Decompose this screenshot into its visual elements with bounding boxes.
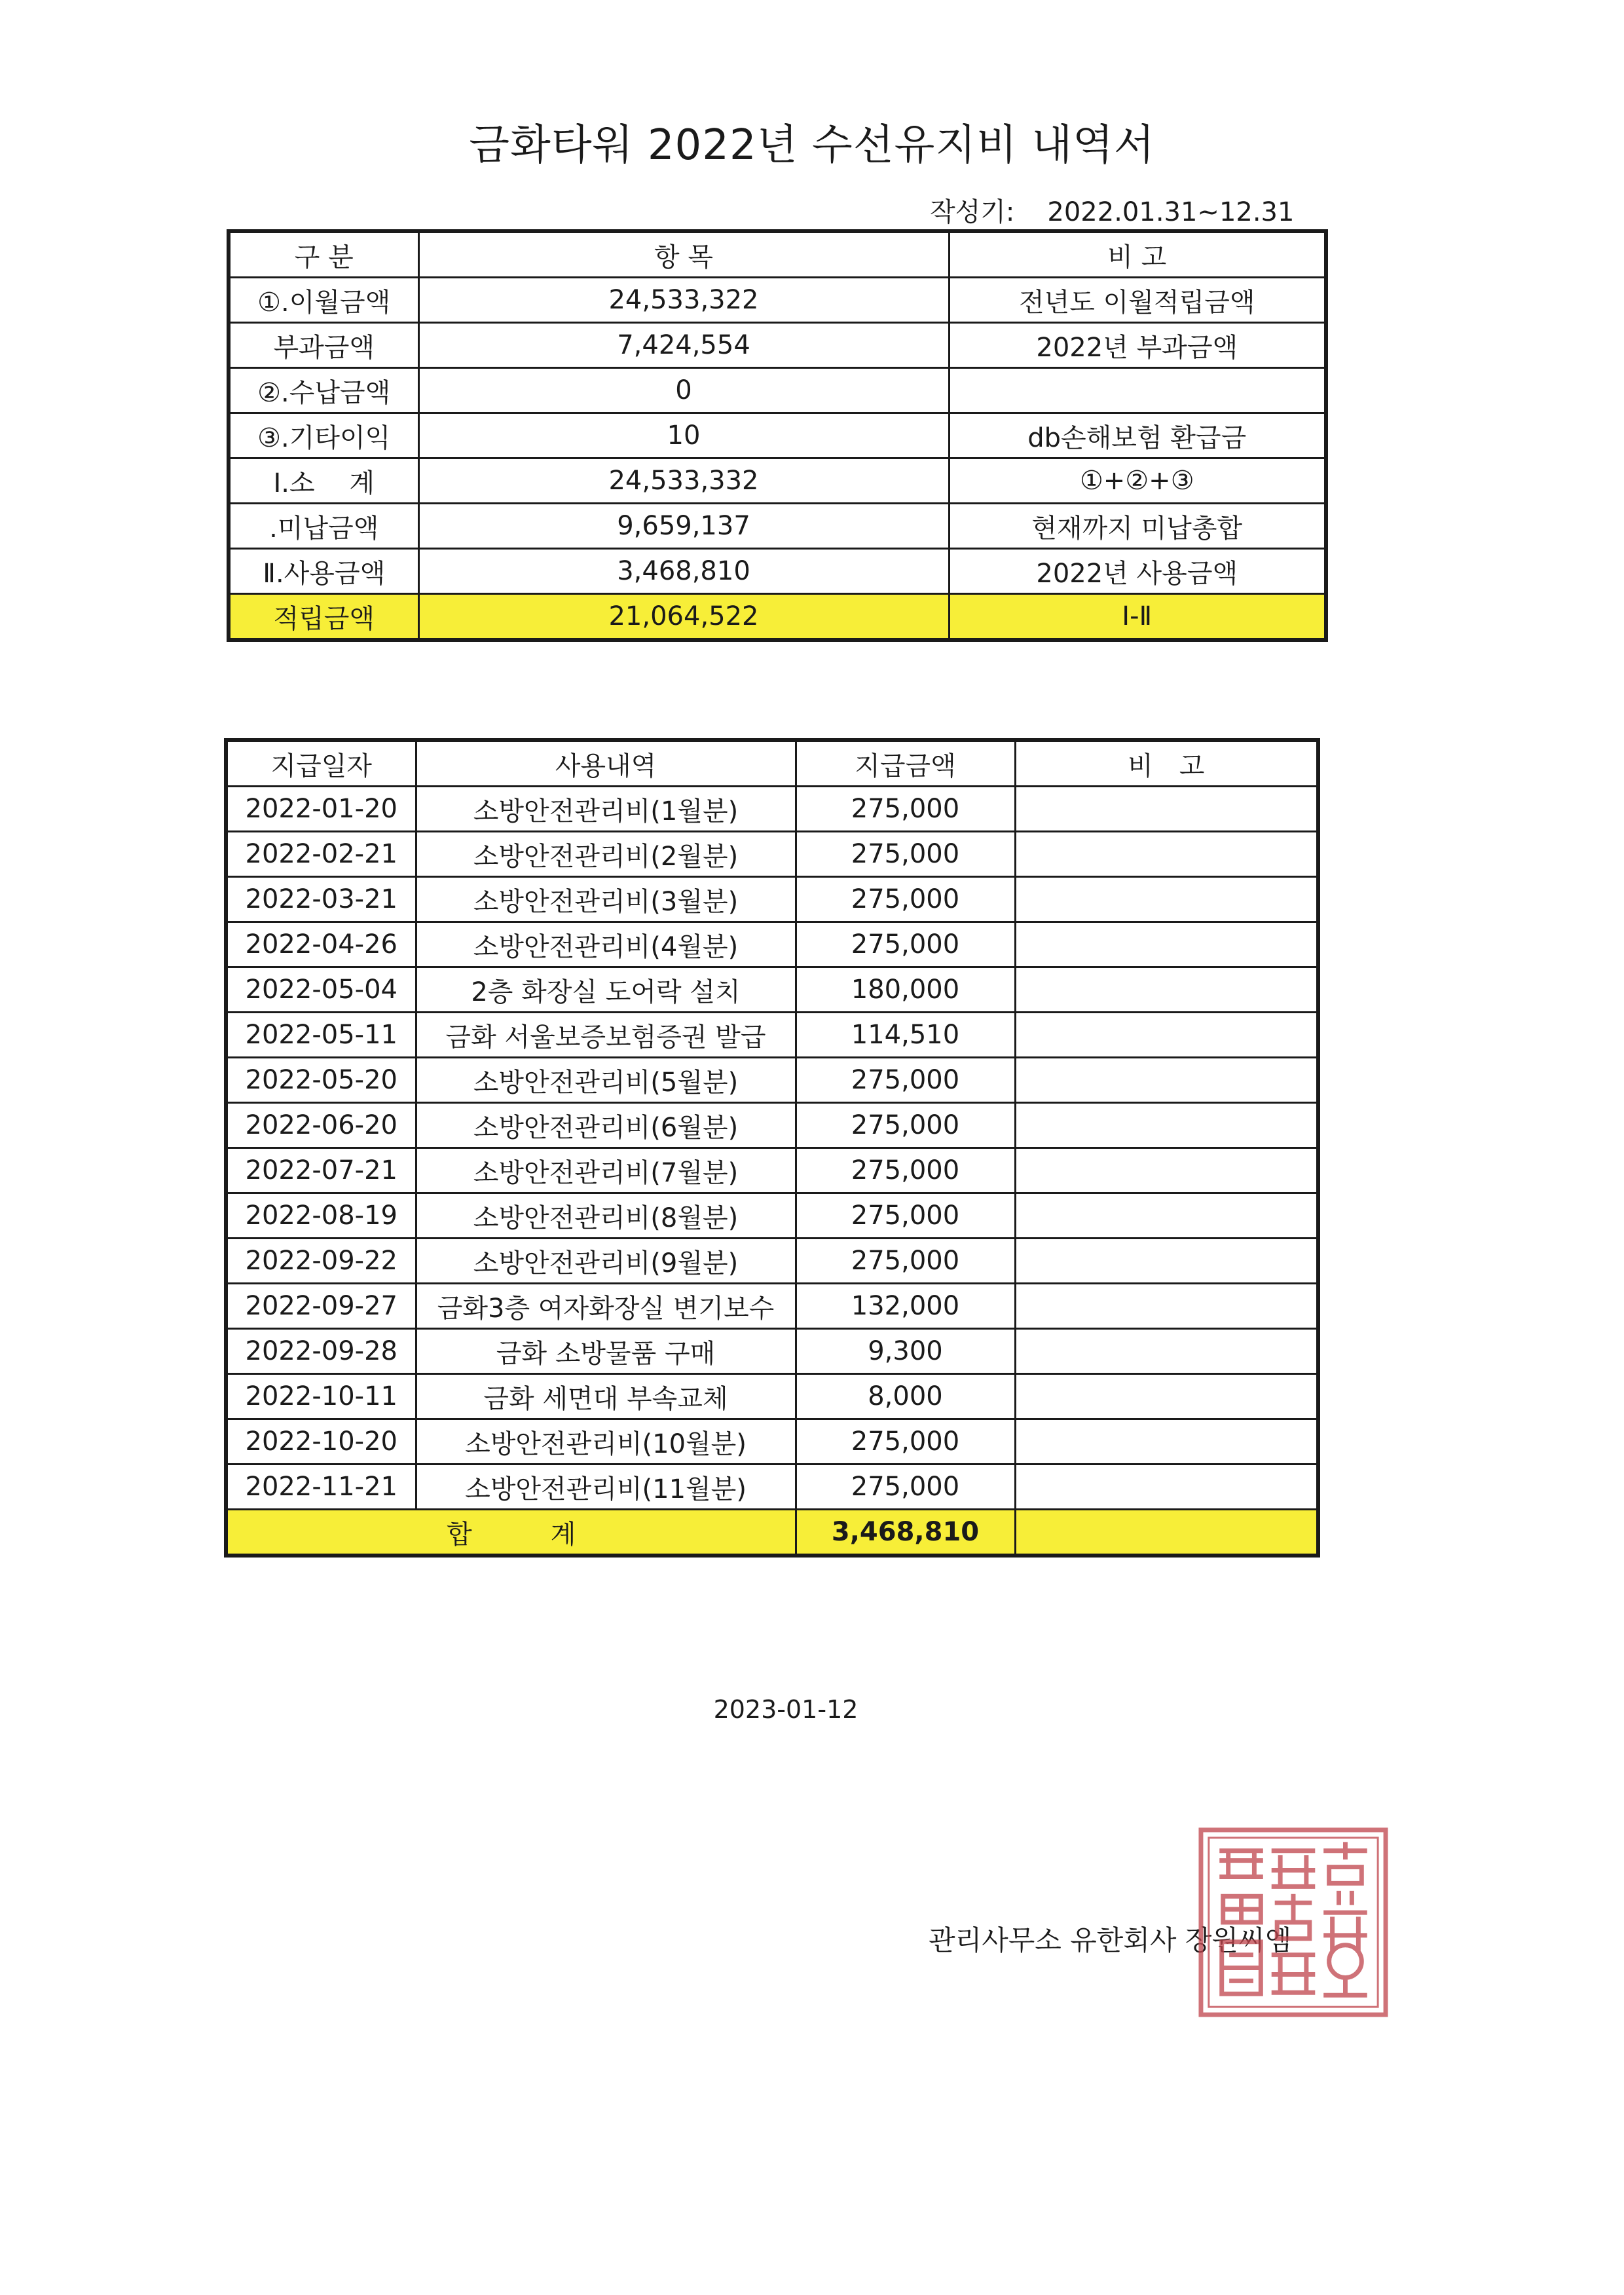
payment-amount-cell: 132,000 (796, 1284, 1015, 1329)
summary-row (229, 594, 1326, 641)
payment-amount-cell: 275,000 (796, 1193, 1015, 1239)
summary-label-cell: .미납금액 (229, 504, 418, 549)
payment-desc-cell: 소방안전관리비(8월분) (416, 1193, 796, 1239)
summary-header-cell: 구 분 (229, 231, 418, 278)
payment-note-cell (1015, 1374, 1318, 1419)
payment-amount-cell: 275,000 (796, 1103, 1015, 1148)
payment-date-cell: 2022-05-04 (226, 967, 416, 1013)
payment-date-cell: 2022-05-20 (226, 1058, 416, 1103)
summary-value-cell: 9,659,137 (418, 504, 949, 549)
table-row (226, 787, 1318, 832)
summary-note-cell: Ⅰ-Ⅱ (949, 594, 1326, 641)
payment-note-cell (1015, 1013, 1318, 1058)
payment-note-cell (1015, 1103, 1318, 1148)
payment-date-cell: 2022-07-21 (226, 1148, 416, 1193)
payment-table (224, 738, 1320, 1558)
payment-total-amount: 3,468,810 (796, 1510, 1015, 1556)
table-row (226, 1103, 1318, 1148)
payment-note-cell (1015, 1419, 1318, 1465)
summary-note-cell (949, 368, 1326, 413)
payment-date-cell: 2022-05-11 (226, 1013, 416, 1058)
summary-value-cell: 7,424,554 (418, 323, 949, 368)
table-row (226, 1374, 1318, 1419)
summary-table (227, 229, 1328, 642)
payment-date-cell: 2022-08-19 (226, 1193, 416, 1239)
summary-note-cell: db손해보험 환급금 (949, 413, 1326, 458)
payment-desc-cell: 소방안전관리비(10월분) (416, 1419, 796, 1465)
summary-value-cell: 24,533,322 (418, 278, 949, 323)
payment-header-cell: 지급일자 (226, 740, 416, 787)
payment-date-cell: 2022-10-11 (226, 1374, 416, 1419)
summary-note-cell: 2022년 사용금액 (949, 549, 1326, 594)
payment-date-cell: 2022-10-20 (226, 1419, 416, 1465)
payment-date-cell: 2022-04-26 (226, 922, 416, 967)
payment-amount-cell: 275,000 (796, 1148, 1015, 1193)
summary-label-cell: Ⅱ.사용금액 (229, 549, 418, 594)
summary-row (229, 504, 1326, 549)
payment-note-cell (1015, 967, 1318, 1013)
summary-note-cell: 현재까지 미납총합 (949, 504, 1326, 549)
table-row (226, 922, 1318, 967)
payment-note-cell (1015, 1284, 1318, 1329)
payment-header-cell: 지급금액 (796, 740, 1015, 787)
summary-value-cell: 0 (418, 368, 949, 413)
payment-total-label: 합 계 (226, 1510, 796, 1556)
payment-header-row (226, 740, 1318, 787)
summary-label-cell: ①.이월금액 (229, 278, 418, 323)
period (930, 191, 1294, 229)
summary-label-cell: ②.수납금액 (229, 368, 418, 413)
summary-row (229, 278, 1326, 323)
payment-note-cell (1015, 832, 1318, 877)
payment-desc-cell: 소방안전관리비(2월분) (416, 832, 796, 877)
payment-total-note (1015, 1510, 1318, 1556)
payment-desc-cell: 소방안전관리비(3월분) (416, 877, 796, 922)
table-row (226, 832, 1318, 877)
payment-date-cell: 2022-09-22 (226, 1239, 416, 1284)
payment-amount-cell: 275,000 (796, 877, 1015, 922)
payment-date-cell: 2022-06-20 (226, 1103, 416, 1148)
payment-table-body (226, 740, 1318, 1556)
signature: 관리사무소 유한회사 장원씨엠 (929, 1924, 1292, 1956)
payment-amount-cell: 114,510 (796, 1013, 1015, 1058)
summary-table-body (229, 231, 1326, 640)
payment-date-cell: 2022-01-20 (226, 787, 416, 832)
payment-desc-cell: 소방안전관리비(7월분) (416, 1148, 796, 1193)
payment-note-cell (1015, 787, 1318, 832)
summary-note-cell: ①+②+③ (949, 458, 1326, 504)
table-row (226, 967, 1318, 1013)
table-row (226, 877, 1318, 922)
payment-amount-cell: 275,000 (796, 1239, 1015, 1284)
summary-row (229, 368, 1326, 413)
payment-amount-cell: 9,300 (796, 1329, 1015, 1374)
summary-value-cell: 3,468,810 (418, 549, 949, 594)
payment-desc-cell: 2층 화장실 도어락 설치 (416, 967, 796, 1013)
summary-row (229, 458, 1326, 504)
payment-date-cell: 2022-02-21 (226, 832, 416, 877)
payment-note-cell (1015, 922, 1318, 967)
payment-note-cell (1015, 877, 1318, 922)
summary-value-cell: 10 (418, 413, 949, 458)
payment-desc-cell: 금화 세면대 부속교체 (416, 1374, 796, 1419)
table-row (226, 1419, 1318, 1465)
payment-amount-cell: 275,000 (796, 787, 1015, 832)
issue-date: 2023-01-12 (713, 1695, 858, 1724)
summary-label-cell: 적립금액 (229, 594, 418, 641)
payment-note-cell (1015, 1193, 1318, 1239)
payment-note-cell (1015, 1058, 1318, 1103)
payment-amount-cell: 275,000 (796, 1465, 1015, 1510)
payment-amount-cell: 8,000 (796, 1374, 1015, 1419)
payment-date-cell: 2022-09-27 (226, 1284, 416, 1329)
payment-desc-cell: 소방안전관리비(9월분) (416, 1239, 796, 1284)
summary-row (229, 323, 1326, 368)
payment-note-cell (1015, 1465, 1318, 1510)
payment-header-cell: 사용내역 (416, 740, 796, 787)
payment-desc-cell: 소방안전관리비(4월분) (416, 922, 796, 967)
summary-header-cell: 비 고 (949, 231, 1326, 278)
summary-value-cell: 21,064,522 (418, 594, 949, 641)
summary-row (229, 549, 1326, 594)
table-row (226, 1284, 1318, 1329)
summary-row (229, 413, 1326, 458)
payment-date-cell: 2022-09-28 (226, 1329, 416, 1374)
payment-amount-cell: 275,000 (796, 1419, 1015, 1465)
payment-desc-cell: 소방안전관리비(11월분) (416, 1465, 796, 1510)
table-row (226, 1058, 1318, 1103)
payment-desc-cell: 금화 서울보증보험증권 발급 (416, 1013, 796, 1058)
summary-label-cell: Ⅰ.소 계 (229, 458, 418, 504)
table-row (226, 1013, 1318, 1058)
payment-amount-cell: 180,000 (796, 967, 1015, 1013)
payment-note-cell (1015, 1148, 1318, 1193)
table-row (226, 1329, 1318, 1374)
payment-note-cell (1015, 1239, 1318, 1284)
payment-header-cell: 비 고 (1015, 740, 1318, 787)
payment-desc-cell: 소방안전관리비(6월분) (416, 1103, 796, 1148)
payment-amount-cell: 275,000 (796, 1058, 1015, 1103)
table-row (226, 1465, 1318, 1510)
payment-desc-cell: 소방안전관리비(5월분) (416, 1058, 796, 1103)
period-label: 작성기: (930, 197, 1015, 227)
payment-amount-cell: 275,000 (796, 922, 1015, 967)
payment-date-cell: 2022-11-21 (226, 1465, 416, 1510)
table-row (226, 1148, 1318, 1193)
payment-desc-cell: 금화3층 여자화장실 변기보수 (416, 1284, 796, 1329)
payment-total-row (226, 1510, 1318, 1556)
table-row (226, 1239, 1318, 1284)
summary-header-cell: 항 목 (418, 231, 949, 278)
summary-label-cell: ③.기타이익 (229, 413, 418, 458)
payment-amount-cell: 275,000 (796, 832, 1015, 877)
period-value: 2022.01.31~12.31 (1047, 197, 1295, 227)
payment-desc-cell: 금화 소방물품 구매 (416, 1329, 796, 1374)
summary-header-row (229, 231, 1326, 278)
payment-note-cell (1015, 1329, 1318, 1374)
company-seal-icon (1196, 1825, 1391, 2020)
summary-note-cell: 2022년 부과금액 (949, 323, 1326, 368)
payment-desc-cell: 소방안전관리비(1월분) (416, 787, 796, 832)
summary-label-cell: 부과금액 (229, 323, 418, 368)
summary-note-cell: 전년도 이월적립금액 (949, 278, 1326, 323)
summary-value-cell: 24,533,332 (418, 458, 949, 504)
payment-date-cell: 2022-03-21 (226, 877, 416, 922)
document-title: 금화타워 2022년 수선유지비 내역서 (469, 121, 1155, 170)
table-row (226, 1193, 1318, 1239)
